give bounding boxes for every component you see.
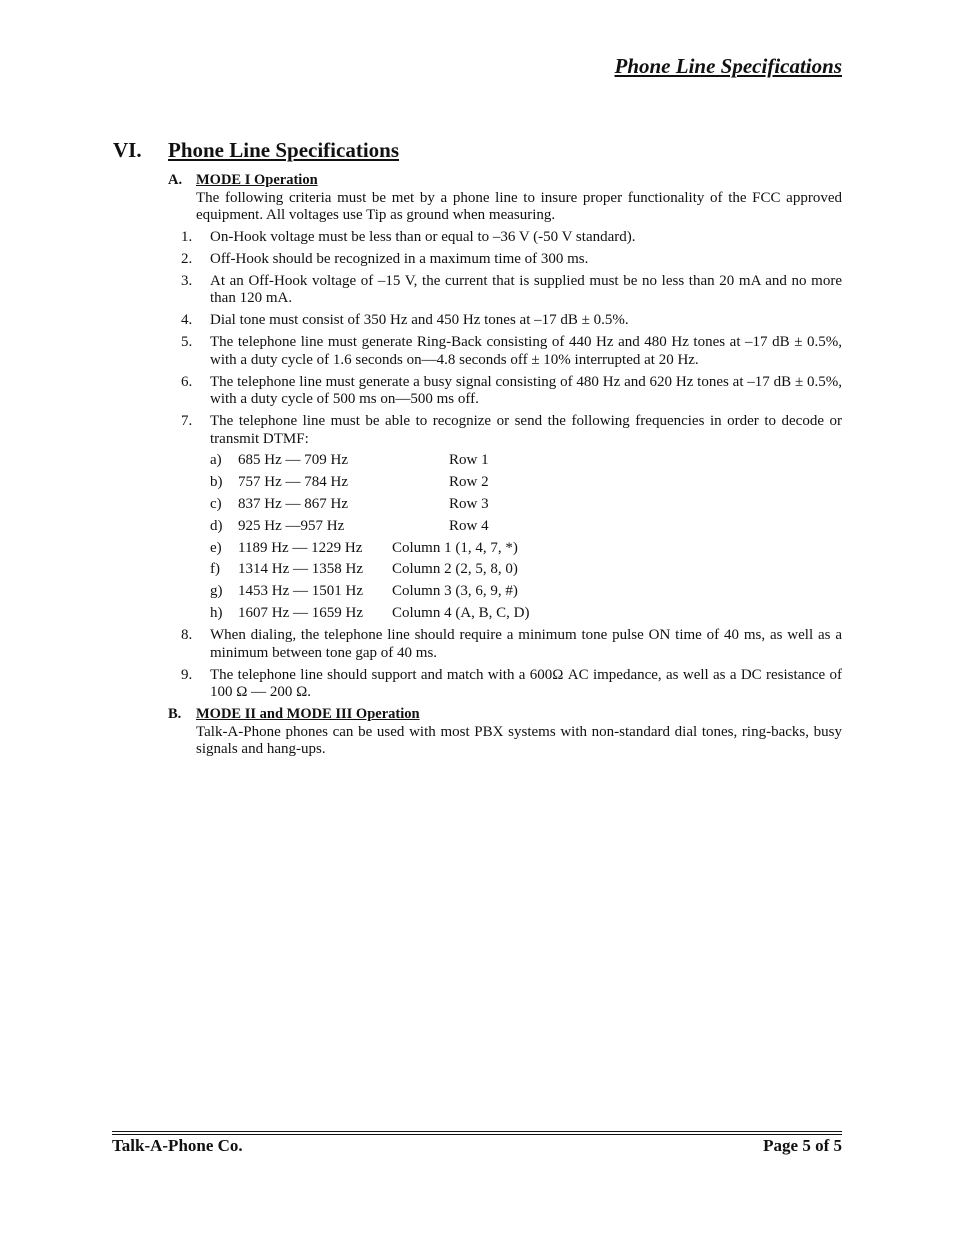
item-number: 7. [181, 413, 193, 429]
subsection-letter: A. [168, 172, 183, 188]
list-item [168, 627, 842, 662]
item-text: On-Hook voltage must be less than or equal to –36 V (-50 V standard). [210, 228, 636, 245]
dtmf-row: d) 925 Hz —957 Hz Row 4 [210, 517, 489, 534]
list-item [168, 374, 842, 409]
subsection-title: MODE II and MODE III Operation [196, 706, 420, 723]
section-number: VI. [113, 138, 142, 162]
item-number: 4. [181, 312, 193, 328]
mode2-text: Talk-A-Phone phones can be used with most PBX systems with non-standard dial tones, ring-backs, busy signals and hang-ups. [196, 723, 842, 758]
dtmf-column: f) 1314 Hz — 1358 Hz Column 2 (2, 5, 8, 0) [210, 561, 518, 578]
list-item [168, 413, 842, 623]
running-header-title: Phone Line Specifications [614, 54, 842, 78]
subsection-mode1-heading [168, 172, 842, 190]
item-number: 3. [181, 272, 193, 289]
dtmf-row: a) 685 Hz — 709 Hz Row 1 [210, 452, 489, 468]
item-text: Dial tone must consist of 350 Hz and 450 Hz tones at –17 dB ± 0.5%. [210, 312, 629, 328]
item-text: The telephone line must be able to recognize or send the following frequencies in order to decode or transmit DTMF: [210, 413, 842, 447]
dtmf-column: e) 1189 Hz — 1229 Hz Column 1 (1, 4, 7, *) [210, 539, 518, 556]
dtmf-column: h) 1607 Hz — 1659 Hz Column 4 (A, B, C, D) [210, 605, 530, 622]
list-item [168, 312, 842, 330]
dtmf-frequency-list [210, 452, 842, 623]
subsection-title: MODE I Operation [196, 172, 318, 188]
dtmf-row: c) 837 Hz — 867 Hz Row 3 [210, 495, 489, 512]
item-text: Off-Hook should be recognized in a maximum time of 300 ms. [210, 250, 589, 267]
item-text: When dialing, the telephone line should require a minimum tone pulse ON time of 40 ms, as well as a minimum between tone gap of 40 ms. [210, 627, 842, 661]
mode1-intro: The following criteria must be met by a phone line to insure proper functionality of the FCC approved equipment. All voltages use Tip as ground when measuring. [196, 189, 842, 223]
footer-page-number: Page 5 of 5 [763, 1136, 842, 1155]
item-number: 8. [181, 627, 193, 644]
item-text: The telephone line should support and match with a 600Ω AC impedance, as well as a DC resistance of 100 Ω — 200 Ω. [210, 666, 842, 701]
dtmf-row: b) 757 Hz — 784 Hz Row 2 [210, 473, 489, 490]
criteria-list [168, 229, 842, 702]
item-text: At an Off-Hook voltage of –15 V, the current that is supplied must be no less than 20 mA and no more than 120 mA. [210, 272, 842, 306]
dtmf-column: g) 1453 Hz — 1501 Hz Column 3 (3, 6, 9, #) [210, 583, 518, 600]
section-title: Phone Line Specifications [168, 138, 400, 162]
subsection-letter: B. [168, 706, 182, 723]
list-item [168, 667, 842, 702]
item-number: 6. [181, 373, 193, 390]
footer-company: Talk-A-Phone Co. [112, 1136, 243, 1155]
item-text: The telephone line must generate Ring-Back consisting of 440 Hz and 480 Hz tones at –17 dB ± 0.5%, with a duty cycle of 1.6 seconds on—4.8 seconds off ± 10% interrupted at 20 Hz. [210, 334, 842, 368]
item-number: 5. [181, 334, 193, 350]
item-number: 2. [181, 250, 193, 267]
list-item [168, 334, 842, 369]
item-number: 1. [181, 228, 193, 245]
footer-divider [112, 1131, 842, 1135]
list-item [168, 273, 842, 308]
list-item [168, 229, 842, 247]
subsection-mode2-heading [168, 706, 842, 724]
item-number: 9. [181, 666, 193, 683]
list-item [168, 251, 842, 269]
document-body [168, 172, 842, 759]
item-text: The telephone line must generate a busy signal consisting of 480 Hz and 620 Hz tones at –17 dB ± 0.5%, with a duty cycle of 500 ms on—500 ms off. [210, 373, 842, 407]
section-heading [113, 138, 399, 163]
